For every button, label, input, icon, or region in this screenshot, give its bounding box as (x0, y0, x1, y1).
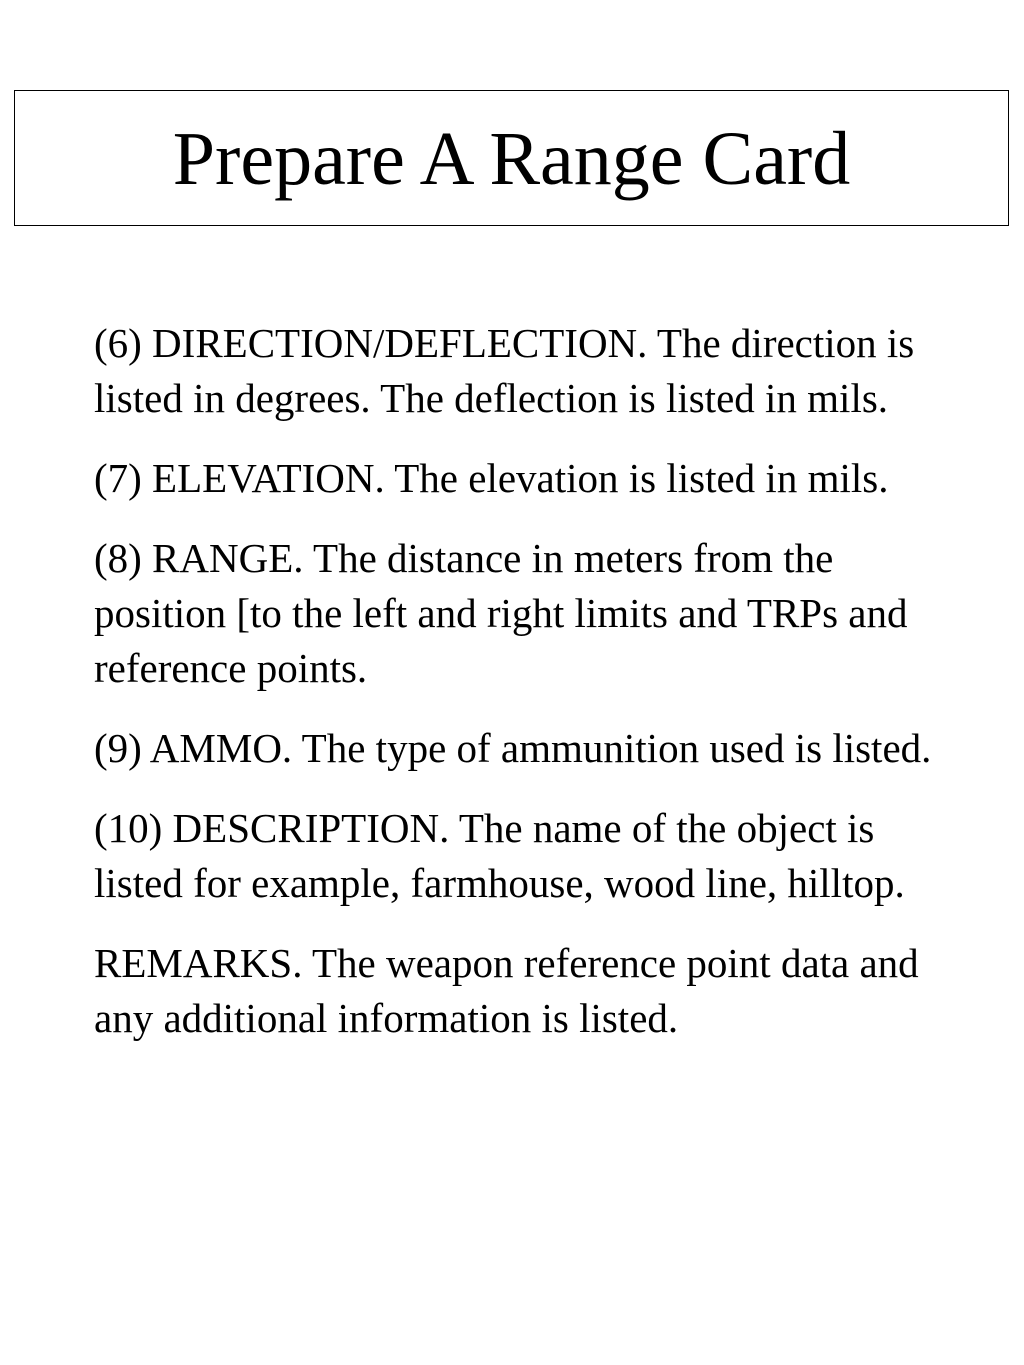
paragraph-elevation: (7) ELEVATION. The elevation is listed in mils. (94, 455, 889, 501)
paragraph-range: (8) RANGE. The distance in meters from the position [to the left and right limits and TRPs and reference points. (94, 535, 908, 691)
body-text (94, 316, 954, 1071)
paragraph-ammo: (9) AMMO. The type of ammunition used is listed. (94, 725, 932, 771)
slide-title: Prepare A Range Card (172, 117, 851, 201)
paragraph-description: (10) DESCRIPTION. The name of the object is listed for example, farmhouse, wood line, hilltop. (94, 805, 905, 906)
paragraph-direction-deflection: (6) DIRECTION/DEFLECTION. The direction is listed in degrees. The deflection is listed in mils. (94, 320, 915, 421)
title-box (14, 90, 1009, 226)
paragraph-remarks: REMARKS. The weapon reference point data and any additional information is listed. (94, 940, 919, 1041)
